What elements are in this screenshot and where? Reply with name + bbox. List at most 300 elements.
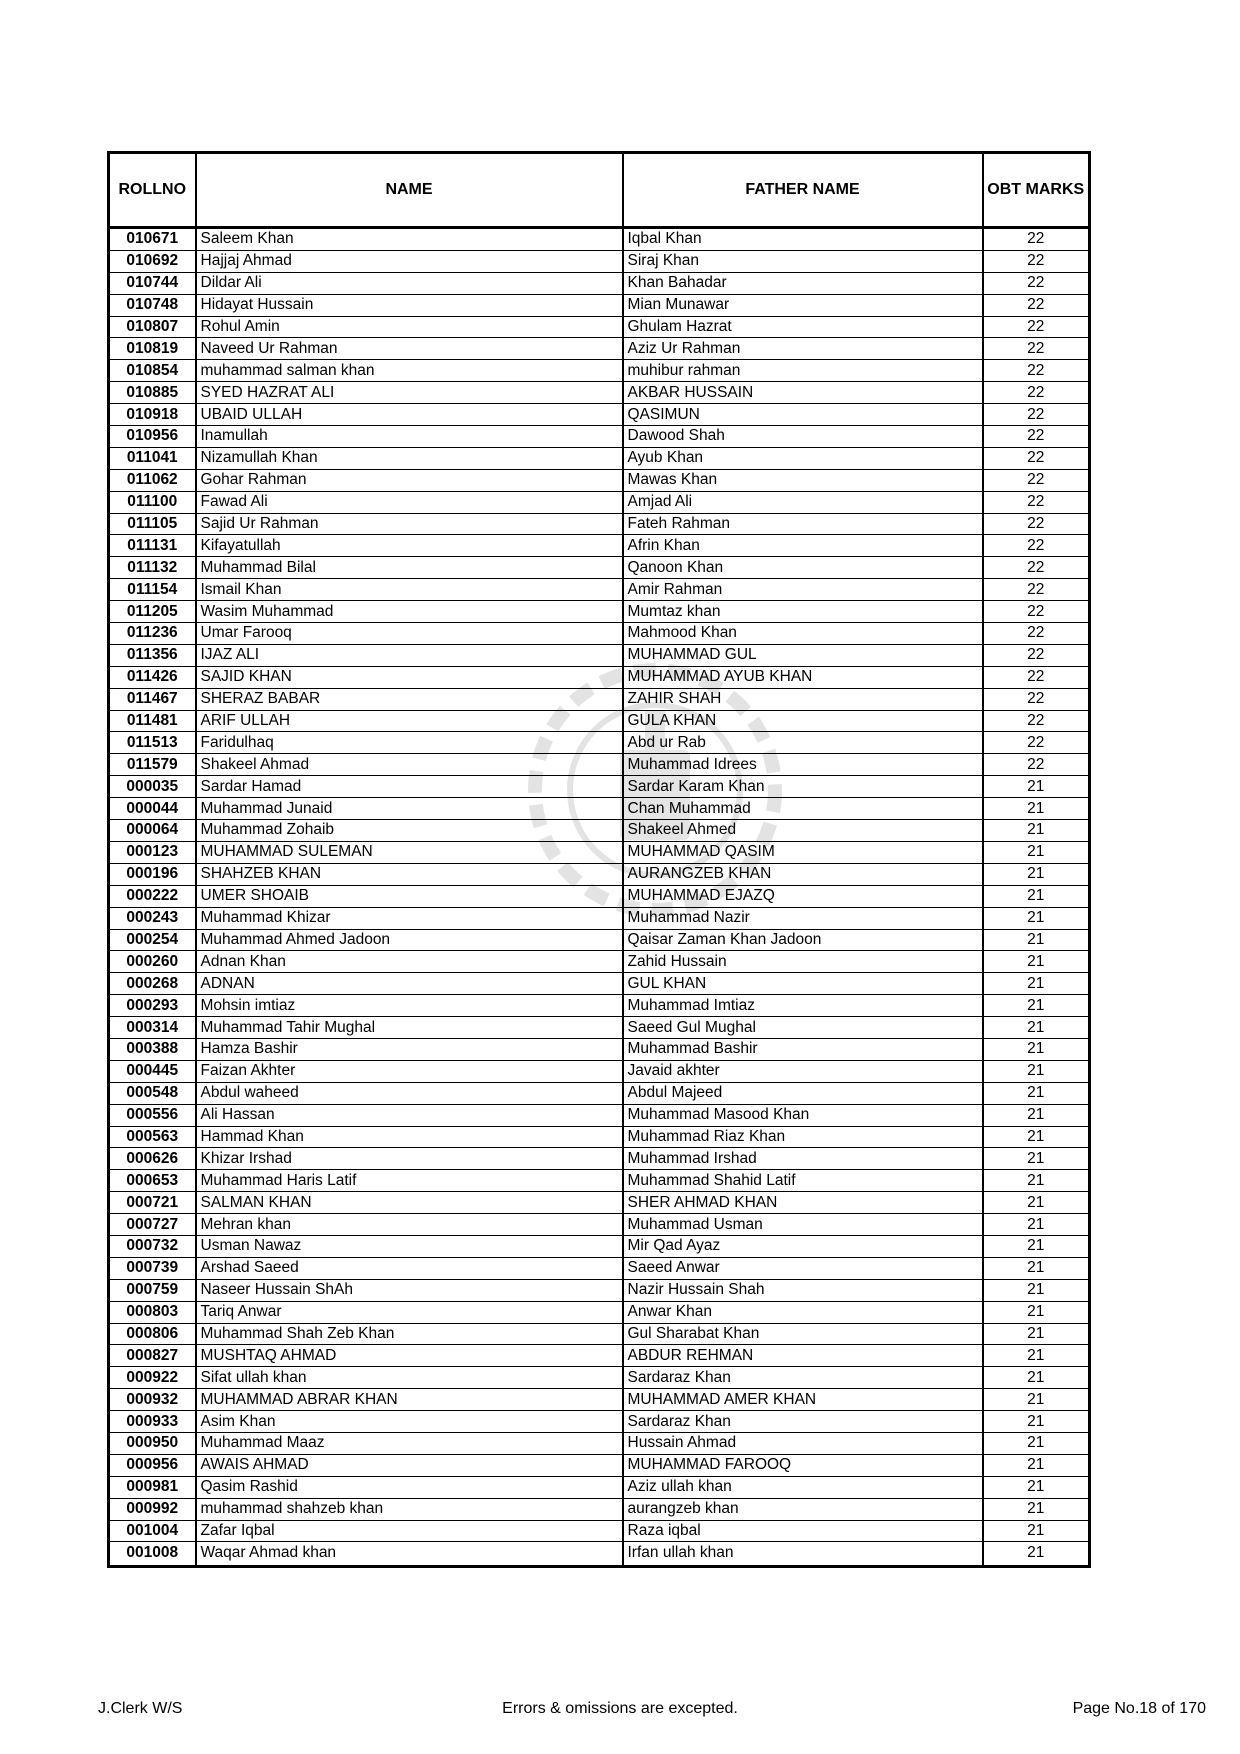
table-row: [109, 1389, 1090, 1411]
cell-marks: 21: [983, 776, 1090, 798]
cell-rollno: 000243: [109, 907, 196, 929]
cell-rollno: 000653: [109, 1170, 196, 1192]
cell-rollno: 010885: [109, 382, 196, 404]
cell-marks: 22: [983, 754, 1090, 776]
cell-marks: 22: [983, 447, 1090, 469]
cell-father-name: Chan Muhammad: [623, 798, 983, 820]
cell-marks: 21: [983, 1454, 1090, 1476]
results-table: [107, 151, 1091, 1568]
cell-rollno: 011132: [109, 557, 196, 579]
cell-father-name: Mian Munawar: [623, 294, 983, 316]
cell-father-name: Abdul Majeed: [623, 1082, 983, 1104]
cell-father-name: Amjad Ali: [623, 491, 983, 513]
cell-father-name: aurangzeb khan: [623, 1498, 983, 1520]
cell-rollno: 000922: [109, 1367, 196, 1389]
cell-rollno: 010918: [109, 404, 196, 426]
table-row: [109, 1542, 1090, 1567]
cell-marks: 21: [983, 1498, 1090, 1520]
cell-marks: 21: [983, 1170, 1090, 1192]
table-row: [109, 798, 1090, 820]
table-row: [109, 907, 1090, 929]
cell-father-name: Afrin Khan: [623, 535, 983, 557]
cell-name: Muhammad Tahir Mughal: [196, 1017, 623, 1039]
cell-name: Naveed Ur Rahman: [196, 338, 623, 360]
cell-rollno: 000388: [109, 1038, 196, 1060]
table-row: [109, 1104, 1090, 1126]
cell-marks: 22: [983, 426, 1090, 448]
cell-name: SHERAZ BABAR: [196, 688, 623, 710]
cell-name: Rohul Amin: [196, 316, 623, 338]
cell-name: muhammad salman khan: [196, 360, 623, 382]
table-row: [109, 557, 1090, 579]
cell-name: IJAZ ALI: [196, 644, 623, 666]
cell-name: SHAHZEB KHAN: [196, 863, 623, 885]
table-row: [109, 1017, 1090, 1039]
footer-clerk: J.Clerk W/S: [98, 1700, 183, 1717]
cell-name: SYED HAZRAT ALI: [196, 382, 623, 404]
table-row: [109, 491, 1090, 513]
cell-father-name: Gul Sharabat Khan: [623, 1323, 983, 1345]
cell-father-name: ABDUR REHMAN: [623, 1345, 983, 1367]
cell-marks: 21: [983, 863, 1090, 885]
cell-name: Mehran khan: [196, 1214, 623, 1236]
cell-father-name: MUHAMMAD AMER KHAN: [623, 1389, 983, 1411]
table-row: [109, 316, 1090, 338]
table-row: [109, 404, 1090, 426]
cell-name: Tariq Anwar: [196, 1301, 623, 1323]
cell-father-name: Sardaraz Khan: [623, 1411, 983, 1433]
header-father-name: FATHER NAME: [623, 153, 983, 228]
cell-rollno: 010748: [109, 294, 196, 316]
cell-marks: 22: [983, 579, 1090, 601]
cell-father-name: GUL KHAN: [623, 973, 983, 995]
cell-rollno: 011356: [109, 644, 196, 666]
cell-rollno: 000732: [109, 1235, 196, 1257]
cell-name: Shakeel Ahmad: [196, 754, 623, 776]
cell-rollno: 011205: [109, 601, 196, 623]
cell-name: Muhammad Ahmed Jadoon: [196, 929, 623, 951]
table-row: [109, 1279, 1090, 1301]
cell-name: Hidayat Hussain: [196, 294, 623, 316]
cell-name: UBAID ULLAH: [196, 404, 623, 426]
table-row: [109, 710, 1090, 732]
cell-rollno: 011041: [109, 447, 196, 469]
cell-father-name: MUHAMMAD AYUB KHAN: [623, 666, 983, 688]
table-row: [109, 513, 1090, 535]
cell-rollno: 001008: [109, 1542, 196, 1567]
cell-father-name: Sardar Karam Khan: [623, 776, 983, 798]
cell-father-name: Ayub Khan: [623, 447, 983, 469]
cell-name: Sardar Hamad: [196, 776, 623, 798]
cell-father-name: Muhammad Nazir: [623, 907, 983, 929]
table-row: [109, 469, 1090, 491]
cell-father-name: Ghulam Hazrat: [623, 316, 983, 338]
table-row: [109, 1432, 1090, 1454]
cell-marks: 21: [983, 1017, 1090, 1039]
cell-name: Ali Hassan: [196, 1104, 623, 1126]
cell-father-name: Muhammad Imtiaz: [623, 995, 983, 1017]
cell-marks: 21: [983, 951, 1090, 973]
cell-father-name: Muhammad Irshad: [623, 1148, 983, 1170]
cell-marks: 21: [983, 841, 1090, 863]
table-row: [109, 1476, 1090, 1498]
cell-marks: 21: [983, 1279, 1090, 1301]
cell-marks: 22: [983, 294, 1090, 316]
cell-father-name: Muhammad Bashir: [623, 1038, 983, 1060]
cell-rollno: 001004: [109, 1520, 196, 1542]
cell-father-name: Mahmood Khan: [623, 623, 983, 645]
cell-rollno: 000548: [109, 1082, 196, 1104]
table-row: [109, 863, 1090, 885]
table-row: [109, 1214, 1090, 1236]
cell-marks: 21: [983, 1301, 1090, 1323]
cell-father-name: Muhammad Riaz Khan: [623, 1126, 983, 1148]
cell-name: Sifat ullah khan: [196, 1367, 623, 1389]
cell-father-name: Javaid akhter: [623, 1060, 983, 1082]
cell-rollno: 011154: [109, 579, 196, 601]
cell-name: MUHAMMAD SULEMAN: [196, 841, 623, 863]
cell-marks: 21: [983, 820, 1090, 842]
cell-marks: 21: [983, 1214, 1090, 1236]
cell-father-name: Hussain Ahmad: [623, 1432, 983, 1454]
cell-name: Mohsin imtiaz: [196, 995, 623, 1017]
table-row: [109, 1345, 1090, 1367]
table-row: [109, 776, 1090, 798]
table-row: [109, 1411, 1090, 1433]
table-body: [109, 228, 1090, 1567]
cell-marks: 21: [983, 1389, 1090, 1411]
table-row: [109, 1367, 1090, 1389]
cell-marks: 22: [983, 601, 1090, 623]
table-row: [109, 1060, 1090, 1082]
header-rollno: ROLLNO: [109, 153, 196, 228]
table-row: [109, 360, 1090, 382]
cell-marks: 22: [983, 557, 1090, 579]
cell-rollno: 010692: [109, 250, 196, 272]
cell-name: Muhammad Junaid: [196, 798, 623, 820]
cell-name: Muhammad Zohaib: [196, 820, 623, 842]
cell-father-name: Raza iqbal: [623, 1520, 983, 1542]
cell-rollno: 000806: [109, 1323, 196, 1345]
cell-marks: 22: [983, 250, 1090, 272]
table-row: [109, 754, 1090, 776]
table-row: [109, 973, 1090, 995]
cell-rollno: 000956: [109, 1454, 196, 1476]
cell-father-name: Aziz Ur Rahman: [623, 338, 983, 360]
cell-name: ARIF ULLAH: [196, 710, 623, 732]
cell-name: Muhammad Khizar: [196, 907, 623, 929]
cell-marks: 22: [983, 316, 1090, 338]
cell-rollno: 000739: [109, 1257, 196, 1279]
cell-name: Hamza Bashir: [196, 1038, 623, 1060]
cell-marks: 21: [983, 1235, 1090, 1257]
table-row: [109, 1498, 1090, 1520]
cell-rollno: 000064: [109, 820, 196, 842]
cell-rollno: 000035: [109, 776, 196, 798]
table-row: [109, 1235, 1090, 1257]
cell-name: Khizar Irshad: [196, 1148, 623, 1170]
cell-marks: 22: [983, 338, 1090, 360]
footer-disclaimer: Errors & omissions are excepted.: [502, 1700, 738, 1717]
cell-marks: 22: [983, 469, 1090, 491]
cell-name: Saleem Khan: [196, 228, 623, 251]
cell-father-name: AKBAR HUSSAIN: [623, 382, 983, 404]
cell-marks: 21: [983, 929, 1090, 951]
cell-name: Ismail Khan: [196, 579, 623, 601]
cell-marks: 22: [983, 228, 1090, 251]
cell-name: ADNAN: [196, 973, 623, 995]
cell-rollno: 000950: [109, 1432, 196, 1454]
cell-name: Naseer Hussain ShAh: [196, 1279, 623, 1301]
cell-marks: 22: [983, 404, 1090, 426]
cell-father-name: MUHAMMAD GUL: [623, 644, 983, 666]
cell-marks: 22: [983, 360, 1090, 382]
cell-name: Adnan Khan: [196, 951, 623, 973]
cell-father-name: GULA KHAN: [623, 710, 983, 732]
cell-name: Kifayatullah: [196, 535, 623, 557]
cell-name: Muhammad Haris Latif: [196, 1170, 623, 1192]
cell-rollno: 000293: [109, 995, 196, 1017]
cell-rollno: 000981: [109, 1476, 196, 1498]
cell-rollno: 000445: [109, 1060, 196, 1082]
cell-rollno: 010744: [109, 272, 196, 294]
cell-marks: 21: [983, 1082, 1090, 1104]
cell-name: Faridulhaq: [196, 732, 623, 754]
table-row: [109, 951, 1090, 973]
cell-rollno: 010956: [109, 426, 196, 448]
header-obt-marks: OBT MARKS: [983, 153, 1090, 228]
cell-name: SAJID KHAN: [196, 666, 623, 688]
table-row: [109, 228, 1090, 251]
table-row: [109, 1454, 1090, 1476]
cell-name: Umar Farooq: [196, 623, 623, 645]
cell-marks: 22: [983, 513, 1090, 535]
cell-marks: 21: [983, 1257, 1090, 1279]
cell-rollno: 011062: [109, 469, 196, 491]
cell-name: Asim Khan: [196, 1411, 623, 1433]
table-row: [109, 250, 1090, 272]
table-row: [109, 929, 1090, 951]
table-row: [109, 579, 1090, 601]
cell-marks: 21: [983, 1192, 1090, 1214]
cell-name: Hammad Khan: [196, 1126, 623, 1148]
cell-rollno: 000727: [109, 1214, 196, 1236]
cell-marks: 22: [983, 535, 1090, 557]
cell-name: Hajjaj Ahmad: [196, 250, 623, 272]
table-row: [109, 272, 1090, 294]
table-row: [109, 1301, 1090, 1323]
cell-marks: 21: [983, 1126, 1090, 1148]
table-row: [109, 1082, 1090, 1104]
cell-name: Arshad Saeed: [196, 1257, 623, 1279]
cell-rollno: 000260: [109, 951, 196, 973]
cell-marks: 22: [983, 732, 1090, 754]
cell-name: UMER SHOAIB: [196, 885, 623, 907]
table-row: [109, 1257, 1090, 1279]
cell-father-name: MUHAMMAD QASIM: [623, 841, 983, 863]
cell-father-name: Shakeel Ahmed: [623, 820, 983, 842]
cell-marks: 21: [983, 885, 1090, 907]
cell-father-name: Muhammad Masood Khan: [623, 1104, 983, 1126]
cell-marks: 22: [983, 710, 1090, 732]
cell-father-name: Fateh Rahman: [623, 513, 983, 535]
cell-rollno: 000268: [109, 973, 196, 995]
cell-rollno: 000563: [109, 1126, 196, 1148]
cell-name: Nizamullah Khan: [196, 447, 623, 469]
cell-father-name: Muhammad Idrees: [623, 754, 983, 776]
cell-rollno: 000933: [109, 1411, 196, 1433]
cell-father-name: Amir Rahman: [623, 579, 983, 601]
cell-rollno: 011481: [109, 710, 196, 732]
cell-father-name: Nazir Hussain Shah: [623, 1279, 983, 1301]
cell-rollno: 011105: [109, 513, 196, 535]
table-row: [109, 841, 1090, 863]
table-row: [109, 1038, 1090, 1060]
cell-name: Inamullah: [196, 426, 623, 448]
table-header-row: [109, 153, 1090, 228]
cell-name: Abdul waheed: [196, 1082, 623, 1104]
cell-name: Muhammad Maaz: [196, 1432, 623, 1454]
cell-father-name: ZAHIR SHAH: [623, 688, 983, 710]
cell-name: Usman Nawaz: [196, 1235, 623, 1257]
table-row: [109, 601, 1090, 623]
cell-name: Zafar Iqbal: [196, 1520, 623, 1542]
cell-rollno: 011467: [109, 688, 196, 710]
cell-rollno: 010819: [109, 338, 196, 360]
cell-father-name: Iqbal Khan: [623, 228, 983, 251]
footer-page-number: Page No.18 of 170: [1072, 1700, 1206, 1717]
cell-rollno: 000222: [109, 885, 196, 907]
table-row: [109, 382, 1090, 404]
table-row: [109, 644, 1090, 666]
table-row: [109, 338, 1090, 360]
cell-marks: 21: [983, 1542, 1090, 1567]
cell-name: Wasim Muhammad: [196, 601, 623, 623]
cell-marks: 21: [983, 1476, 1090, 1498]
cell-marks: 22: [983, 623, 1090, 645]
cell-marks: 21: [983, 1104, 1090, 1126]
cell-name: muhammad shahzeb khan: [196, 1498, 623, 1520]
cell-rollno: 000803: [109, 1301, 196, 1323]
cell-marks: 22: [983, 666, 1090, 688]
cell-marks: 21: [983, 1038, 1090, 1060]
cell-rollno: 011579: [109, 754, 196, 776]
cell-father-name: Anwar Khan: [623, 1301, 983, 1323]
cell-marks: 22: [983, 688, 1090, 710]
table-row: [109, 447, 1090, 469]
cell-name: Gohar Rahman: [196, 469, 623, 491]
cell-father-name: Dawood Shah: [623, 426, 983, 448]
table-row: [109, 535, 1090, 557]
cell-name: Muhammad Shah Zeb Khan: [196, 1323, 623, 1345]
cell-name: Fawad Ali: [196, 491, 623, 513]
cell-father-name: SHER AHMAD KHAN: [623, 1192, 983, 1214]
cell-rollno: 000196: [109, 863, 196, 885]
cell-father-name: Khan Bahadar: [623, 272, 983, 294]
header-name: NAME: [196, 153, 623, 228]
cell-father-name: Zahid Hussain: [623, 951, 983, 973]
cell-rollno: 000044: [109, 798, 196, 820]
cell-father-name: Qanoon Khan: [623, 557, 983, 579]
cell-name: MUHAMMAD ABRAR KHAN: [196, 1389, 623, 1411]
cell-rollno: 010854: [109, 360, 196, 382]
table-row: [109, 1126, 1090, 1148]
table-row: [109, 1170, 1090, 1192]
cell-rollno: 011513: [109, 732, 196, 754]
cell-father-name: Sardaraz Khan: [623, 1367, 983, 1389]
cell-marks: 21: [983, 1432, 1090, 1454]
cell-name: Dildar Ali: [196, 272, 623, 294]
cell-father-name: Siraj Khan: [623, 250, 983, 272]
cell-marks: 21: [983, 1411, 1090, 1433]
cell-rollno: 000759: [109, 1279, 196, 1301]
table-row: [109, 1148, 1090, 1170]
cell-father-name: Mir Qad Ayaz: [623, 1235, 983, 1257]
cell-rollno: 000721: [109, 1192, 196, 1214]
cell-father-name: Mawas Khan: [623, 469, 983, 491]
cell-name: Qasim Rashid: [196, 1476, 623, 1498]
cell-father-name: Aziz ullah khan: [623, 1476, 983, 1498]
table-row: [109, 1520, 1090, 1542]
cell-rollno: 011426: [109, 666, 196, 688]
cell-marks: 21: [983, 1345, 1090, 1367]
cell-rollno: 000123: [109, 841, 196, 863]
cell-name: Waqar Ahmad khan: [196, 1542, 623, 1567]
cell-father-name: MUHAMMAD EJAZQ: [623, 885, 983, 907]
cell-father-name: AURANGZEB KHAN: [623, 863, 983, 885]
cell-rollno: 011236: [109, 623, 196, 645]
cell-rollno: 000314: [109, 1017, 196, 1039]
cell-marks: 21: [983, 798, 1090, 820]
cell-father-name: MUHAMMAD FAROOQ: [623, 1454, 983, 1476]
cell-marks: 21: [983, 1520, 1090, 1542]
table-row: [109, 1192, 1090, 1214]
cell-father-name: Qaisar Zaman Khan Jadoon: [623, 929, 983, 951]
cell-marks: 21: [983, 1148, 1090, 1170]
cell-father-name: Muhammad Shahid Latif: [623, 1170, 983, 1192]
cell-rollno: 010671: [109, 228, 196, 251]
cell-marks: 21: [983, 1323, 1090, 1345]
table-row: [109, 820, 1090, 842]
cell-name: MUSHTAQ AHMAD: [196, 1345, 623, 1367]
cell-marks: 21: [983, 995, 1090, 1017]
cell-rollno: 000254: [109, 929, 196, 951]
cell-name: Faizan Akhter: [196, 1060, 623, 1082]
cell-marks: 21: [983, 1367, 1090, 1389]
cell-rollno: 000992: [109, 1498, 196, 1520]
cell-father-name: QASIMUN: [623, 404, 983, 426]
cell-father-name: Irfan ullah khan: [623, 1542, 983, 1567]
cell-marks: 22: [983, 382, 1090, 404]
cell-rollno: 010807: [109, 316, 196, 338]
cell-father-name: Saeed Anwar: [623, 1257, 983, 1279]
cell-rollno: 000556: [109, 1104, 196, 1126]
cell-marks: 22: [983, 491, 1090, 513]
cell-marks: 21: [983, 1060, 1090, 1082]
table-row: [109, 885, 1090, 907]
table-row: [109, 1323, 1090, 1345]
cell-name: AWAIS AHMAD: [196, 1454, 623, 1476]
cell-name: Sajid Ur Rahman: [196, 513, 623, 535]
cell-rollno: 000827: [109, 1345, 196, 1367]
cell-father-name: Mumtaz khan: [623, 601, 983, 623]
cell-marks: 21: [983, 973, 1090, 995]
table-row: [109, 426, 1090, 448]
table-row: [109, 623, 1090, 645]
table-row: [109, 688, 1090, 710]
cell-rollno: 000932: [109, 1389, 196, 1411]
cell-father-name: muhibur rahman: [623, 360, 983, 382]
